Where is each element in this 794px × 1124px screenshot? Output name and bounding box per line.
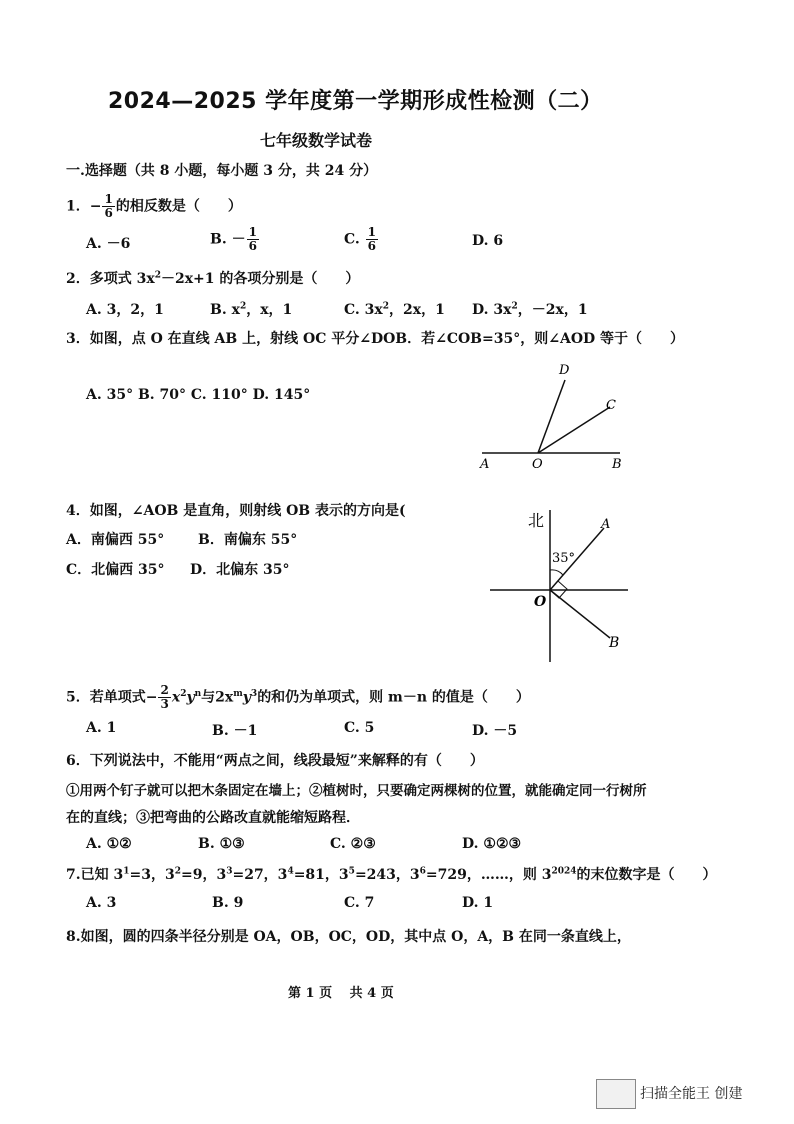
q1-minus: − — [89, 198, 102, 215]
q1-opt-b-den: 6 — [248, 239, 257, 253]
q3-label-o: O — [532, 457, 543, 472]
q1-frac-den: 6 — [104, 206, 113, 220]
q5-option-a: A. 1 — [86, 720, 117, 736]
q4-angle-arc — [550, 570, 563, 575]
q5-text1: 5．若单项式− — [66, 689, 158, 706]
question-1 — [66, 193, 242, 220]
q2-text-before: 2．多项式 3x — [66, 271, 155, 287]
q7-part3: =9，3 — [180, 867, 227, 883]
q7-option-d: D. 1 — [462, 895, 494, 911]
q1-opt-b-num: 1 — [248, 225, 257, 239]
q6-option-b: B. ①③ — [198, 836, 245, 852]
q3-label-b: B — [612, 457, 622, 472]
q4-option-b: B．南偏东 55° — [198, 532, 298, 548]
q2-option-c — [344, 299, 445, 319]
q5-var-y2: y — [242, 689, 251, 706]
q5-frac-num: 2 — [160, 683, 169, 697]
q5-text4: 与2x — [201, 689, 234, 706]
question-6: 6．下列说法中，不能用“两点之间，线段最短”来解释的有（ ） — [66, 753, 484, 769]
page-footer: 第 1 页 共 4 页 — [288, 986, 394, 1001]
q7-sup6: 6 — [419, 866, 426, 877]
q7-sup7: 2024 — [551, 866, 577, 877]
q7-option-c: C. 7 — [344, 895, 375, 911]
q1-opt-b-frac — [247, 226, 259, 253]
q2-option-b — [210, 299, 292, 319]
q2-opt-d-1: D. 3x — [472, 302, 512, 318]
q1-option-d: D. 6 — [472, 233, 504, 249]
q4-label-o: O — [534, 594, 547, 610]
q5-var-y: y — [186, 689, 195, 706]
q1-fraction — [102, 193, 114, 220]
q1-opt-c-num: 1 — [367, 225, 377, 239]
q7-part1: 7.已知 3 — [66, 867, 124, 883]
question-8: 8.如图，圆的四条半径分别是 OA，OB，OC，OD，其中点 O，A，B 在同一条直线上， — [66, 929, 631, 945]
q6-statement-line1: ①用两个钉子就可以把木条固定在墙上；②植树时，只要确定两棵树的位置，就能确定同一行树所 — [66, 783, 647, 799]
q2-option-a: A. 3，2，1 — [86, 302, 164, 318]
q3-figure — [470, 355, 640, 475]
scanner-logo-icon — [596, 1079, 636, 1109]
q4-label-a: A — [601, 517, 611, 532]
q5-var-x: x — [171, 689, 181, 706]
q5-sup4: 3 — [250, 688, 258, 699]
q5-option-c: C. 5 — [344, 720, 375, 736]
q1-option-c — [344, 226, 379, 253]
q4-option-a: A．南偏西 55° — [66, 532, 165, 548]
q4-option-d: D．北偏东 35° — [190, 562, 290, 578]
q3-options: A. 35° B. 70° C. 110° D. 145° — [86, 387, 311, 403]
q6-option-d: D. ①②③ — [462, 836, 522, 852]
q5-frac-den: 3 — [160, 697, 169, 711]
q1-text: 的相反数是（ ） — [115, 198, 242, 215]
q7-sup3: 3 — [226, 866, 233, 877]
q6-statement-line2: 在的直线；③把弯曲的公路改直就能缩短路程． — [66, 810, 360, 826]
q3-label-a: A — [480, 457, 490, 472]
q7-part5: =81，3 — [293, 867, 349, 883]
q7-part6: =243，3 — [354, 867, 420, 883]
q1-opt-b-prefix: B. － — [210, 231, 246, 248]
q5-text6: 的和仍为单项式，则 m－n 的值是（ ） — [257, 689, 530, 706]
q3-ray-oc — [538, 407, 610, 453]
q6-option-c: C. ②③ — [330, 836, 376, 852]
q7-part7: =729，……，则 3 — [425, 867, 552, 883]
q7-part2: =3，3 — [129, 867, 175, 883]
q5-sup2: n — [194, 688, 202, 699]
q4-ray-ob — [550, 590, 610, 638]
q7-sup2: 2 — [174, 866, 181, 877]
page-title: 2024—2025 学年度第一学期形成性检测（二） — [108, 89, 603, 114]
q2-opt-b-1: B. x — [210, 302, 240, 318]
q7-option-a: A. 3 — [86, 895, 117, 911]
q1-option-a: A. －6 — [86, 236, 131, 252]
q7-option-b: B. 9 — [212, 895, 244, 911]
question-7 — [66, 864, 717, 884]
question-2 — [66, 268, 359, 288]
q4-option-c: C．北偏西 35° — [66, 562, 165, 578]
question-4: 4．如图，∠AOB 是直角，则射线 OB 表示的方向是( — [66, 503, 406, 519]
q1-opt-c-frac — [366, 226, 378, 253]
q5-sup3: m — [233, 688, 243, 699]
q2-opt-c-2: ，2x，1 — [389, 302, 445, 318]
q1-frac-num: 1 — [104, 192, 113, 206]
q5-sup1: 2 — [180, 688, 187, 699]
q2-opt-c-sup: 2 — [382, 301, 389, 312]
q5-fraction — [158, 684, 170, 711]
question-3: 3．如图，点 O 在直线 AB 上，射线 OC 平分∠DOB．若∠COB=35°，则∠AOD 等于（ ） — [66, 331, 685, 347]
section-heading: 一.选择题（共 8 小题，每小题 3 分，共 24 分） — [66, 163, 378, 179]
q5-option-d: D. －5 — [472, 723, 518, 739]
q2-opt-b-sup: 2 — [239, 301, 247, 312]
q7-part4: =27，3 — [232, 867, 288, 883]
question-5 — [66, 684, 530, 711]
q1-option-b — [210, 226, 260, 253]
q3-label-c: C — [606, 398, 616, 413]
q7-sup4: 4 — [287, 866, 294, 877]
q7-sup5: 5 — [348, 866, 355, 877]
scanner-watermark: 扫描全能王 创建 — [640, 1086, 743, 1102]
q2-sup: 2 — [154, 270, 161, 281]
q2-opt-d-sup: 2 — [511, 301, 518, 312]
q2-opt-d-2: ，－2x，1 — [517, 302, 588, 318]
q2-opt-c-1: C. 3x — [344, 302, 383, 318]
q4-figure — [488, 506, 633, 666]
q4-label-b: B — [609, 635, 620, 651]
q7-sup1: 1 — [123, 866, 130, 877]
q4-label-north: 北 — [528, 511, 545, 530]
q7-part8: 的末位数字是（ ） — [576, 867, 717, 883]
q3-ray-od — [538, 380, 565, 453]
q1-number: 1． — [66, 198, 90, 215]
q5-option-b: B. －1 — [212, 723, 258, 739]
q2-text-after: －2x+1 的各项分别是（ ） — [160, 271, 360, 287]
q6-option-a: A. ①② — [86, 836, 132, 852]
page-subtitle: 七年级数学试卷 — [260, 131, 373, 150]
q1-opt-c-den: 6 — [367, 239, 377, 253]
q1-opt-c-prefix: C. — [344, 231, 365, 248]
q4-label-angle: 35° — [552, 551, 576, 566]
q2-option-d — [472, 299, 588, 319]
q2-opt-b-2: ，x，1 — [246, 302, 293, 318]
q3-label-d: D — [559, 363, 570, 378]
